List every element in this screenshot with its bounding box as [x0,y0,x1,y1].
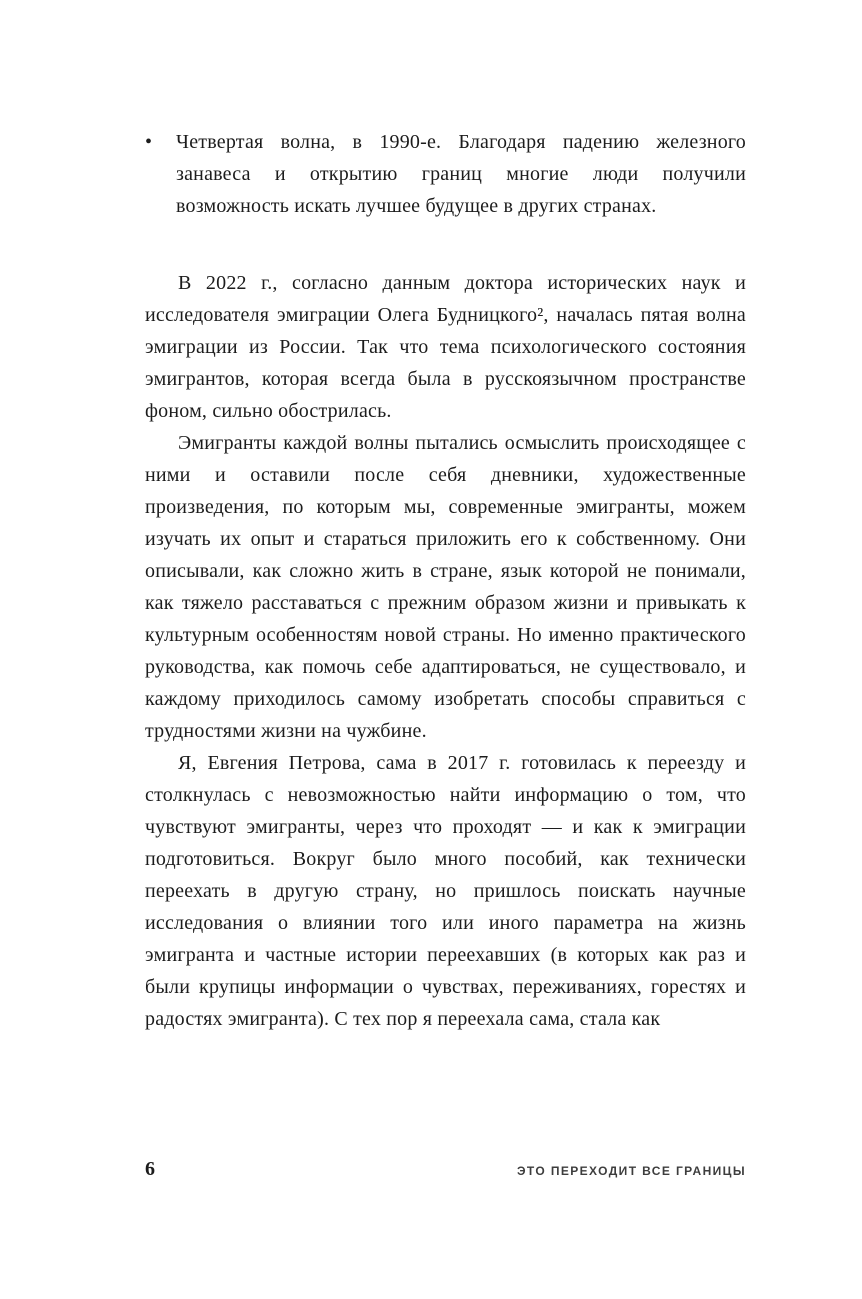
body-text [145,267,746,1035]
running-title: ЭТО ПЕРЕХОДИТ ВСЕ ГРАНИЦЫ [516,1164,746,1178]
text-block [145,126,746,1035]
paragraph-emigration-wave-2022: В 2022 г., согласно данным доктора исторических наук и исследователя эмиграции Олега Будницкого², началась пятая волна эмиграции из России. Так что тема психологического состояния эмигрантов, которая всегда была в русскоязычном пространстве фоном, сильно обострилась. [145,272,746,422]
paragraph-author-story: Я, Евгения Петрова, сама в 2017 г. готовилась к переезду и столкнулась с невозможностью найти информацию о том, что чувствуют эмигранты, через что проходят — и как к эмиграции подготовиться. Вокруг было много пособий, как технически переехать в другую страну, но пришлось поискать научные исследования о влиянии того или иного параметра на жизнь эмигранта и частные истории переехавших (в которых как раз и были крупицы информации о чувствах, переживаниях, горестях и радостях эмигранта). С тех пор я переехала сама, стала как [145,752,746,1030]
bullet-item [145,126,746,222]
paragraph-emigrants-diaries: Эмигранты каждой волны пытались осмыслить происходящее с ними и оставили после себя дневники, художественные произведения, по которым мы, современные эмигранты, можем изучать их опыт и стараться приложить его к собственному. Они описывали, как сложно жить в стране, язык которой не понимали, как тяжело расставаться с прежним образом жизни и привыкать к культурным особенностям новой страны. Но именно практического руководства, как помочь себе адаптироваться, не существовало, и каждому приходилось самому изобретать способы справиться с трудностями жизни на чужбине. [145,432,746,742]
bullet-marker: • [145,131,153,153]
bullet-text: Четвертая волна, в 1990-е. Благодаря падению железного занавеса и открытию границ многие люди получили возможность искать лучшее будущее в других странах. [176,131,746,217]
page-footer [145,1158,746,1181]
page-number: 6 [145,1158,155,1180]
